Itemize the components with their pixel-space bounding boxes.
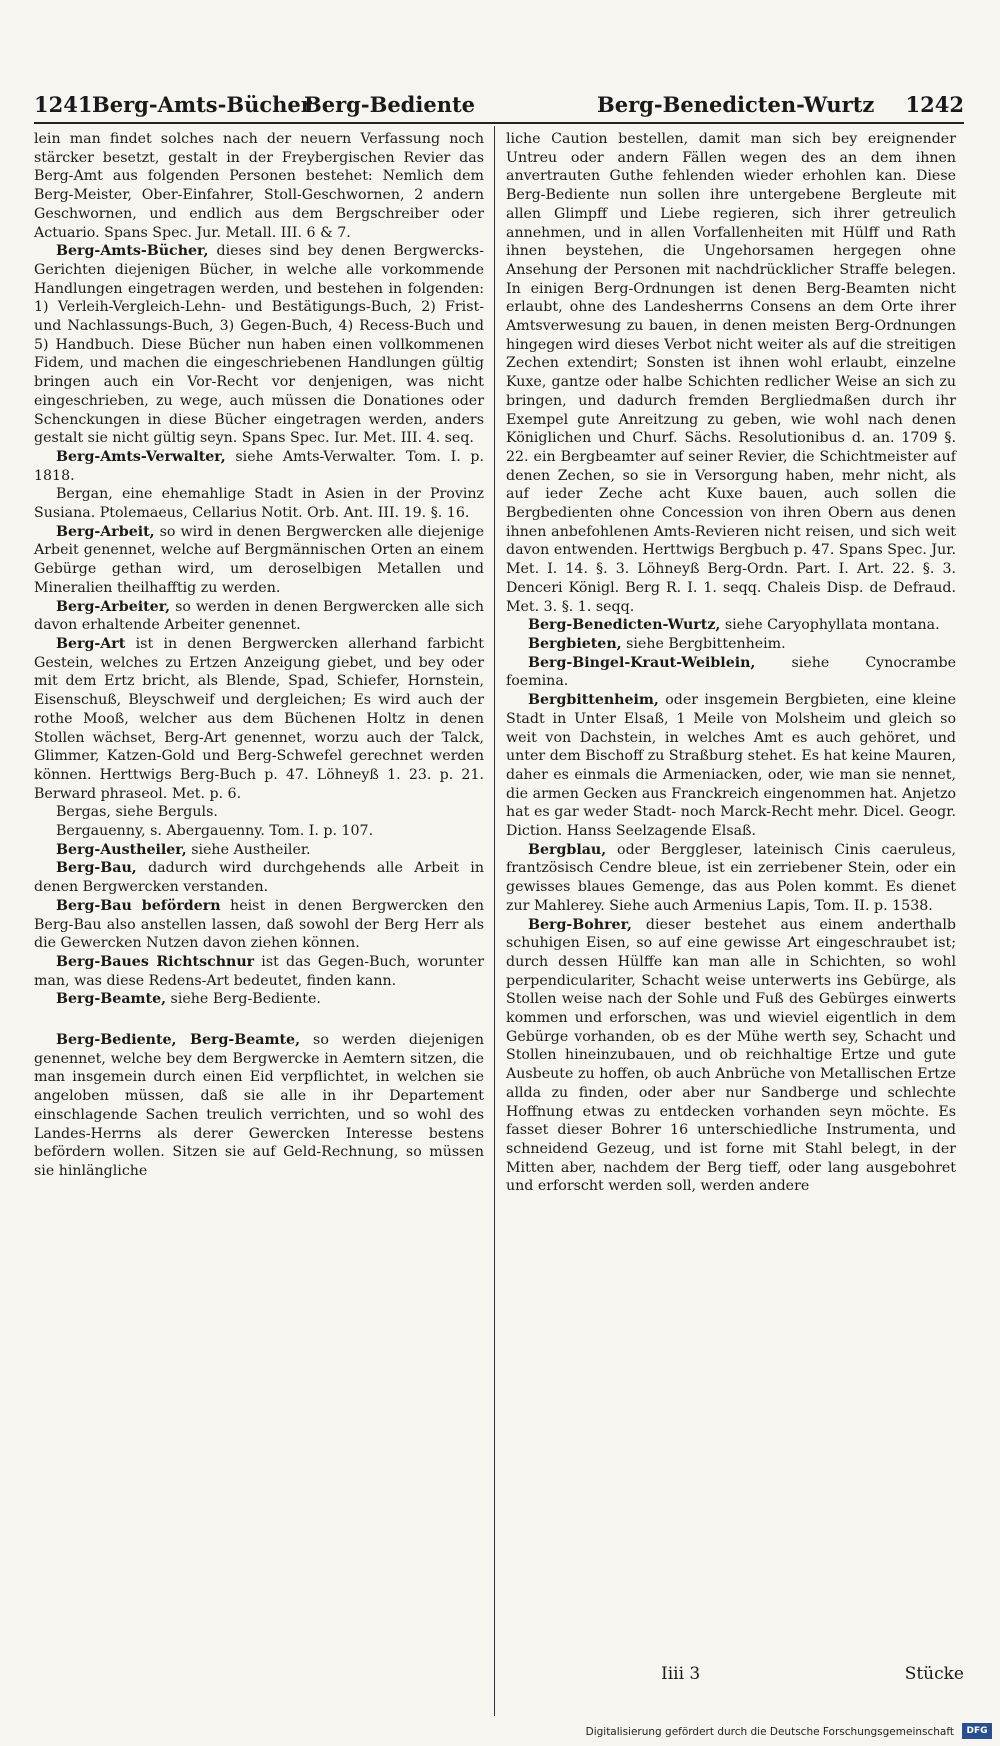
entry-text: siehe Austheiler.	[186, 841, 311, 858]
entry-paragraph	[34, 448, 484, 485]
entry-text: so wird in denen Bergwercken alle diejenige Arbeit genennet, welche auf Bergmännischen Orten an einem Gebürge gethan wird, um deroselbigen Metallen und Mineralien theilhafftig zu werden.	[34, 523, 484, 596]
entry-text: dieser bestehet aus einem anderthalb schuhigen Eisen, so auf eine gewisse Art eingeschraubet ist; durch dessen Hülffe kan man alle in Schichten, so wohl perpendiculariter, Schacht weise unterwerts ins Gebürge, als Stollen weise nach der Sohle und Fuß des Gebürges einwerts kommen und erforschen, was und wieviel eigentlich in dem Gebürge vorhanden, ob es der Mühe werth sey, Schacht und Stollen hineinzubauen, und ob reichhaltige Ertze und gute Ausbeute zu hoffen, ob auch Anbrüche von Metallischen Ertze allda zu finden, oder aber nur Sandberge und schlechte Hoffnung etwas zu entdecken vorhanden seyn möchte. Es fasset dieser Bohrer 16 unterschiedliche Instrumenta, und schneidend Gezeug, und ist forne mit Stahl belegt, in der Mitten aber, nachdem der Berg tieff, oder lang ausgebohret und erforscht werden soll, werden andere	[506, 916, 956, 1195]
left-column	[34, 130, 484, 1181]
entry-paragraph	[34, 242, 484, 448]
entry-headword: Berg-Austheiler,	[56, 841, 187, 858]
entry-text: siehe Bergbittenheim.	[621, 635, 786, 652]
entry-text: siehe Cynocrambe foemina.	[506, 654, 956, 690]
entry-paragraph	[34, 841, 484, 860]
entry-paragraph	[34, 897, 484, 953]
digitization-footer	[560, 1718, 1000, 1746]
entry-paragraph	[34, 803, 484, 822]
column-divider	[494, 126, 495, 1716]
entry-text: so werden in denen Bergwercken alle sich davon erhaltende Arbeiter genennet.	[34, 598, 484, 634]
entry-text: ist in denen Bergwercken allerhand farbicht Gestein, welches zu Ertzen Anzeigung giebet, und bey oder mit dem Ertz bricht, als Blende, Spad, Schiefer, Hornstein, Eisenschuß, Bleyschweif und dergleichen; Es wird auch der rothe Mooß, welcher aus dem Büchenen Holtz in denen Stollen wächset, Berg-Art genennet, worzu auch der Talck, Glimmer, Katzen-Gold und Berg-Schwefel gerechnet werden können. Herttwigs Berg-Buch p. 47. Löhneyß 1. 23. p. 21. Berward phraseol. Met. p. 6.	[34, 635, 484, 802]
entry-paragraph	[506, 691, 956, 841]
entry-text: Bergauenny, s. Abergauenny. Tom. I. p. 107.	[56, 823, 374, 840]
entry-paragraph	[506, 616, 956, 635]
entry-headword: Bergbittenheim,	[528, 692, 659, 709]
entry-headword: Bergbieten,	[528, 635, 622, 652]
entry-headword: Berg-Benedicten-Wurtz,	[528, 617, 721, 634]
entry-text: dadurch wird durchgehends alle Arbeit in denen Bergwercken verstanden.	[34, 860, 484, 896]
entry-headword: Berg-Bingel-Kraut-Weiblein,	[528, 654, 756, 671]
entry-paragraph	[506, 916, 956, 1197]
entry-paragraph	[34, 635, 484, 803]
entry-text: so werden diejenigen genennet, welche bey dem Bergwercke in Aemtern sitzen, die man insgemein durch einen Eid verpflichtet, in welchen sie angeloben müssen, daß sie alle in ihr Departement einschlagende Sachen treulich verrichten, und so wohl des Landes-Herrns als derer Gewercken Interesse bestens befördern wollen. Sitzen sie auf Geld-Rechnung, so müssen sie hinlängliche	[34, 1032, 484, 1179]
entry-text: Bergan, eine ehemahlige Stadt in Asien in der Provinz Susiana. Ptolemaeus, Cellarius Notit. Orb. Ant. III. 19. §. 16.	[34, 486, 484, 522]
entry-paragraph	[506, 841, 956, 916]
entry-paragraph	[34, 130, 484, 242]
entry-text: dieses sind bey denen Bergwercks-Gerichten diejenigen Bücher, in welche alle vorkommende Handlungen eingetragen werden, und bestehen in folgenden: 1) Verleih-Vergleich-Lehn- und Bestätigungs-Buch, 2) Frist- und Nachlassungs-Buch, 3) Gegen-Buch, 4) Recess-Buch und 5) Handbuch. Diese Bücher nun haben einen vollkommenen Fidem, und machen die eingeschriebenen Handlungen gültig bringen auch ein Vor-Recht vor denjenigen, was nicht eingeschrieben, zu wege, auch müssen die Donationes oder Schenckungen in diese Bücher eingetragen werden, anders gestalt sie nicht gültig seyn. Spans Spec. Iur. Met. III. 4. seq.	[34, 243, 484, 447]
entry-headword: Berg-Bediente, Berg-Beamte,	[56, 1032, 301, 1049]
entry-text: siehe Caryophyllata montana.	[720, 617, 940, 634]
entry-paragraph	[506, 654, 956, 691]
entry-paragraph	[34, 953, 484, 990]
entry-paragraph	[34, 598, 484, 635]
page-number-left: 1241	[34, 92, 93, 117]
footer-text: Digitalisierung gefördert durch die Deutsche Forschungsgemeinschaft	[585, 1726, 954, 1738]
entry-paragraph	[506, 130, 956, 616]
entry-headword: Berg-Bau,	[56, 860, 137, 877]
entry-paragraph	[34, 990, 484, 1009]
entry-text: ist das Gegen-Buch, worunter man, was diese Redens-Art bedeutet, finden kann.	[34, 953, 484, 989]
signature-mark: Iiii 3	[661, 1664, 701, 1684]
dfg-logo: DFG	[962, 1723, 992, 1739]
entry-headword: Bergblau,	[528, 841, 607, 858]
head-word-right: Berg-Benedicten-Wurtz	[597, 92, 875, 117]
entry-text: lein man findet solches nach der neuern Verfassung noch stärcker besetzt, gestalt in der Freybergischen Revier das Berg-Amt aus folgenden Personen bestehet: Nemlich dem Berg-Meister, Ober-Einfahrer, Stoll-Geschwornen, 2 andern Geschwornen, und endlich aus dem Bergschreiber oder Actuario. Spans Spec. Jur. Metall. III. 6 & 7.	[34, 131, 484, 241]
entry-text: siehe Amts-Verwalter. Tom. I. p. 1818.	[34, 448, 484, 484]
entry-headword: Berg-Arbeiter,	[56, 598, 171, 615]
entry-headword: Berg-Art	[56, 635, 126, 652]
entry-text: oder Berggleser, lateinisch Cinis caeruleus, frantzösisch Cendre bleue, ist ein zerriebener Stein, oder ein gewisses blaues Gemenge, das aus Polen kommt. Es dienet zur Mahlerey. Siehe auch Armenius Lapis, Tom. II. p. 1538.	[506, 841, 956, 914]
entry-paragraph	[34, 1031, 484, 1181]
entry-headword: Berg-Bau befördern	[56, 897, 221, 914]
entry-text: Bergas, siehe Berguls.	[56, 804, 218, 821]
page-number-right: 1242	[905, 92, 964, 117]
entry-headword: Berg-Amts-Bücher,	[56, 243, 209, 260]
entry-paragraph	[34, 485, 484, 522]
catchword: Stücke	[904, 1664, 964, 1684]
head-word-left: Berg-Amts-Bücher	[92, 92, 312, 117]
entry-headword: Berg-Bohrer,	[528, 916, 632, 933]
entry-paragraph	[506, 635, 956, 654]
entry-text: oder insgemein Bergbieten, eine kleine Stadt in Unter Elsaß, 1 Meile von Molsheim und gleich so weit von Dachstein, in welches Amt es auch gehöret, und unter dem Bischoff zu Straßburg stehet. Es hat keine Mauren, daher es einmals die Armeniacken, oder, wie man sie nennet, die armen Gecken aus Franckreich eingenommen hat. Anjetzo hat es gar weder Stadt- noch Marck-Recht mehr. Dicel. Geogr. Diction. Hanss Seelzagende Elsaß.	[506, 692, 956, 840]
entry-text: siehe Berg-Bediente.	[166, 991, 321, 1008]
entry-text: liche Caution bestellen, damit man sich bey ereignender Untreu oder andern Fällen wegen des an dem ihnen anvertrauten Guthe fehlenden wieder erhohlen kan. Diese Berg-Bediente nun sollen ihre untergebene Bergleute mit allen Glimpff und Liebe regieren, sich ihrer getreulich annehmen, und in allen Vorfallenheiten mit Hülff und Rath ihnen beystehen, die Ungehorsamen hergegen ohne Ansehung der Personen mit nachdrücklicher Straffe belegen. In einigen Berg-Ordnungen ist denen Berg-Beamten nicht erlaubt, ohne des Landesherrns Consens an dem Orte ihrer Amtsverwesung zu bauen, in denen meisten Berg-Ordnungen hingegen wird dieses Verbot nicht weiter als auf die streitigen Zechen extendirt; Sonsten ist ihnen wohl erlaubt, einzelne Kuxe, gantze oder halbe Schichten redlicher Weise an sich zu bringen, und dadurch fremden Bergliedmaßen durch ihr Exempel gute Anreitzung zu geben, wie wohl nach denen Königlichen und Churf. Sächs. Resolutionibus d. an. 1709 §. 22. ein Bergbeamter auf seiner Revier, die Schichtmeister auf denen Zechen, so sie in Versorgung haben, mehr nicht, als auf ieder Zeche acht Kuxe bauen, auch sollen die Bergbedienten ohne Concession von ihren Obern aus denen ihnen anbefohlenen Amts-Revieren nicht reisen, und sich weit davon entwenden. Herttwigs Bergbuch p. 47. Spans Spec. Jur. Met. I. 14. §. 3. Löhneyß Berg-Ordn. Part. I. Art. 22. §. 3. Denceri Königl. Berg R. I. 1. seqq. Chaleis Disp. de Defraud. Met. 3. §. 1. seqq.	[506, 131, 956, 615]
book-page	[34, 82, 964, 1682]
right-column	[506, 130, 956, 1196]
entry-headword: Berg-Amts-Verwalter,	[56, 448, 226, 465]
running-header	[34, 82, 964, 124]
entry-headword: Berg-Arbeit,	[56, 523, 155, 540]
entry-paragraph	[34, 859, 484, 896]
entry-paragraph	[34, 822, 484, 841]
head-word-left-2: Berg-Bediente	[304, 92, 476, 117]
entry-headword: Berg-Baues Richtschnur	[56, 953, 255, 970]
entry-headword: Berg-Beamte,	[56, 991, 167, 1008]
entry-text: heist in denen Bergwercken den Berg-Bau also anstellen lassen, daß sowohl der Berg Herr als die Gewercken Nutzen davon ziehen können.	[34, 897, 484, 952]
entry-paragraph	[34, 523, 484, 598]
